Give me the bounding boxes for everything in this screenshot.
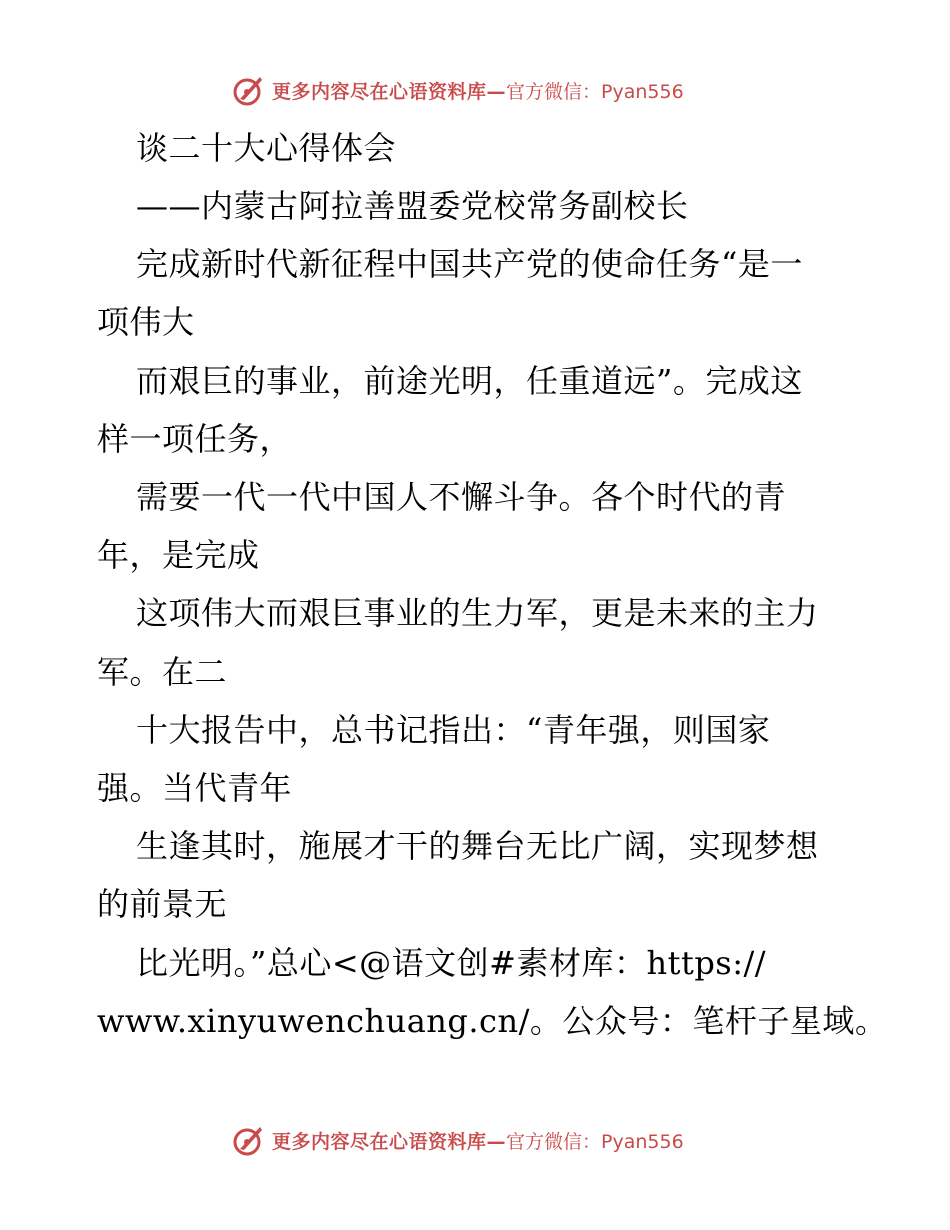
header-banner xyxy=(232,70,684,110)
paragraph-line: 这项伟大而艰巨事业的生力军，更是未来的主力 xyxy=(136,594,819,632)
paragraph-line: 生逢其时，施展才干的舞台无比广阔，实现梦想 xyxy=(136,827,819,865)
paragraph-line: 而艰巨的事业，前途光明，任重道远”。完成这 xyxy=(136,362,803,400)
paragraph-line: www.xinyuwenchuang.cn/。公众号：笔杆子星域。 xyxy=(97,1002,888,1040)
footer-banner-text: 更多内容尽在心语资料库— xyxy=(272,1130,507,1153)
document-subtitle: ——内蒙古阿拉善盟委党校常务副校长 xyxy=(136,187,689,225)
paragraph-line: 项伟大 xyxy=(97,303,195,341)
paragraph-line: 年，是完成 xyxy=(97,536,260,574)
paragraph-line: 军。在二 xyxy=(97,653,228,691)
footer-banner xyxy=(232,1120,684,1160)
footer-banner-wechat: 官方微信：Pyan556 xyxy=(506,1130,684,1153)
header-banner-wechat: 官方微信：Pyan556 xyxy=(506,80,684,103)
paragraph-line: 比光明。”总心<@语文创#素材库：https:// xyxy=(136,944,767,982)
paragraph-line: 强。当代青年 xyxy=(97,769,293,807)
quill-logo-icon xyxy=(232,1123,266,1157)
paragraph-line: 完成新时代新征程中国共产党的使命任务“是一 xyxy=(136,245,803,283)
paragraph-line: 十大报告中，总书记指出：“青年强，则国家 xyxy=(136,711,771,749)
paragraph-line: 样一项任务， xyxy=(97,420,293,458)
paragraph-line: 需要一代一代中国人不懈斗争。各个时代的青 xyxy=(136,478,787,516)
quill-logo-icon xyxy=(232,73,266,107)
document-title: 谈二十大心得体会 xyxy=(136,129,397,167)
header-banner-text: 更多内容尽在心语资料库— xyxy=(272,80,507,103)
paragraph-line: 的前景无 xyxy=(97,885,228,923)
